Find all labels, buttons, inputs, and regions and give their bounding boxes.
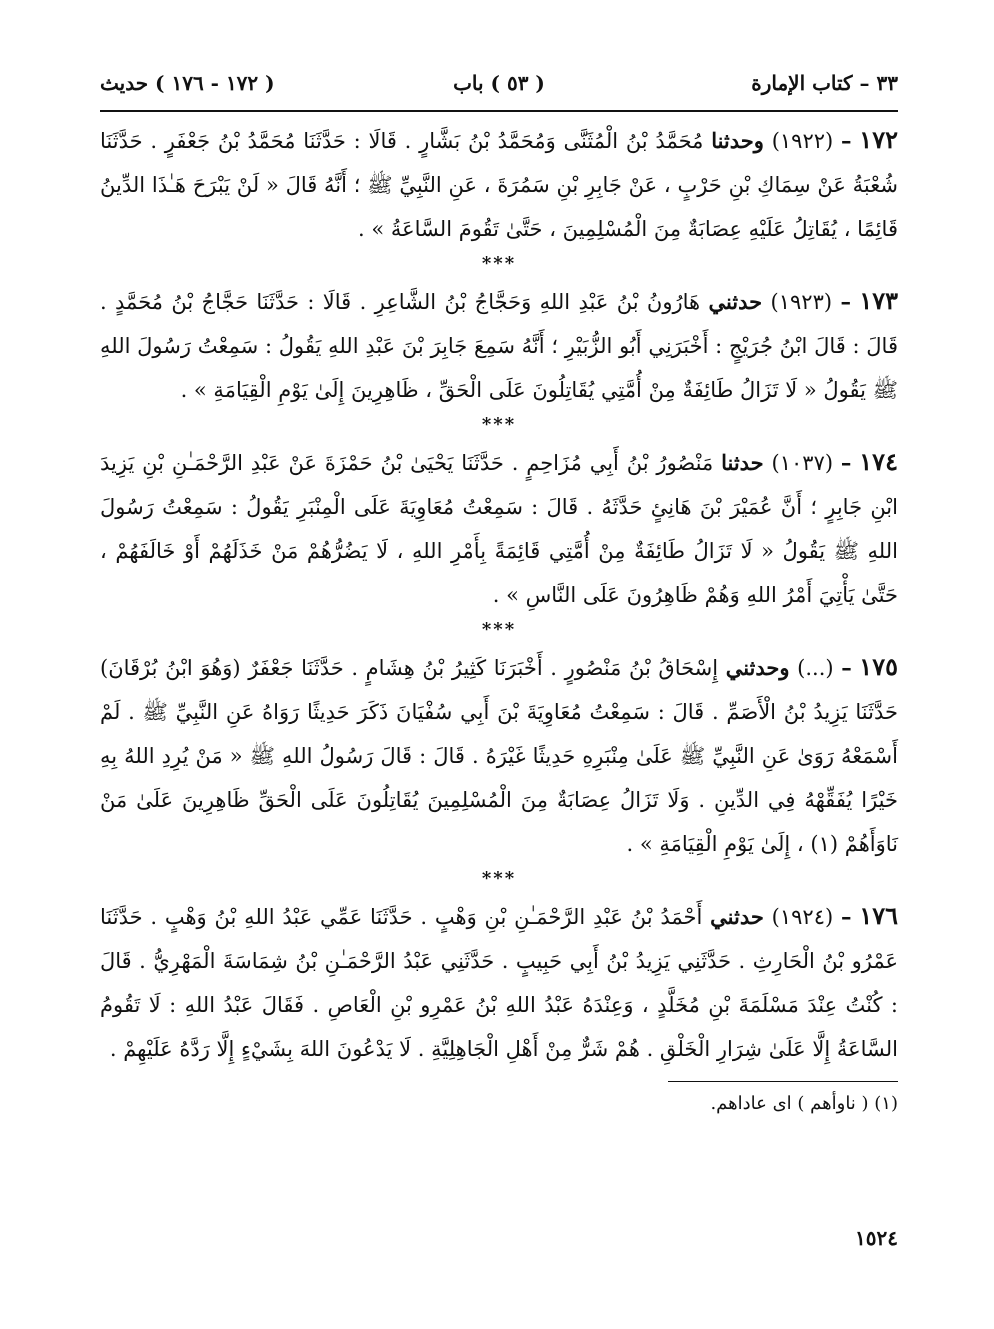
footnote-rule xyxy=(668,1081,898,1082)
hadith-172 xyxy=(100,118,898,251)
hadith-text: هَارُونُ بْنُ عَبْدِ اللهِ وَحَجَّاجُ بْنُ الشَّاعِرِ . قَالَا : حَدَّثَنَا حَجَّاجُ بْنُ مُحَمَّدٍ . قَالَ : قَالَ ابْنُ جُرَيْجٍ : أَخْبَرَنِي أَبُو الزُّبَيْرِ ؛ أَنَّهُ سَمِعَ جَابِرَ بْنَ عَبْدِ اللهِ يَقُولُ : سَمِعْتُ رَسُولَ اللهِ ﷺ يَقُولُ « لَا تَزَالُ طَائِفَةٌ مِنْ أُمَّتِي يُقَاتِلُونَ عَلَى الْحَقِّ ، ظَاهِرِينَ إِلَىٰ يَوْمِ الْقِيَامَةِ » . xyxy=(100,290,898,402)
dash: – xyxy=(841,655,852,680)
page-number: ١٥٢٤ xyxy=(855,1226,898,1250)
hadith-range: ( ١٧٢ - ١٧٦ ) حديث xyxy=(100,71,275,95)
separator-stars: *** xyxy=(481,619,517,640)
hadith-reference: (١٩٢٢) xyxy=(771,129,834,153)
hadith-reference: (...) xyxy=(797,656,834,680)
separator-stars: *** xyxy=(481,868,517,889)
hadith-reference: (١٩٢٤) xyxy=(771,905,834,929)
hadith-text: مَنْصُورُ بْنُ أَبِي مُزَاحِمٍ . حَدَّثَنَا يَحْيَىٰ بْنُ حَمْزَةَ عَنْ عَبْدِ الرَّحْمَـٰنِ بْنِ يَزِيدَ ابْنِ جَابِرٍ ؛ أَنَّ عُمَيْرَ بْنَ هَانِئٍ حَدَّثَهُ . قَالَ : سَمِعْتُ مُعَاوِيَةَ عَلَى الْمِنْبَرِ يَقُولُ : سَمِعْتُ رَسُولَ اللهِ ﷺ يَقُولُ « لَا تَزَالُ طَائِفَةٌ مِنْ أُمَّتِي قَائِمَةً بِأَمْرِ اللهِ ، لَا يَضُرُّهُمْ مَنْ خَذَلَهُمْ أَوْ خَالَفَهُمْ ، حَتَّىٰ يَأْتِيَ أَمْرُ اللهِ وَهُمْ ظَاهِرُونَ عَلَى النَّاسِ » . xyxy=(100,451,898,607)
header-rule xyxy=(100,110,898,112)
separator-stars: *** xyxy=(481,253,517,274)
hadith-175 xyxy=(100,645,898,866)
dash: – xyxy=(841,128,852,153)
hadith-174 xyxy=(100,440,898,617)
hadith-text: مُحَمَّدُ بْنُ الْمُثَنَّى وَمُحَمَّدُ بْنُ بَشَّارٍ . قَالَا : حَدَّثَنَا مُحَمَّدُ بْنُ جَعْفَرٍ . حَدَّثَنَا شُعْبَةُ عَنْ سِمَاكِ بْنِ حَرْبٍ ، عَنْ جَابِرِ بْنِ سَمُرَةَ ، عَنِ النَّبِيِّ ﷺ ؛ أَنَّهُ قَالَ « لَنْ يَبْرَحَ هَـٰذَا الدِّينُ قَائِمًا ، يُقَاتِلُ عَلَيْهِ عِصَابَةٌ مِنَ الْمُسْلِمِينَ ، حَتَّىٰ تَقُومَ السَّاعَةُ » . xyxy=(100,129,898,241)
hadith-number: ١٧٣ xyxy=(859,286,898,315)
hadith-176 xyxy=(100,894,898,1071)
chain-opener: وحدثني xyxy=(725,655,790,680)
chain-opener: وحدثنا xyxy=(711,128,764,153)
chain-opener: حدثني xyxy=(710,904,764,929)
running-head xyxy=(100,62,898,104)
hadith-number: ١٧٦ xyxy=(859,901,898,930)
footnote: (١) ( ناوأهم ) اى عاداهم. xyxy=(710,1093,898,1114)
hadith-text: أَحْمَدُ بْنُ عَبْدِ الرَّحْمَـٰنِ بْنِ وَهْبٍ . حَدَّثَنَا عَمِّي عَبْدُ اللهِ بْنُ وَهْبٍ . حَدَّثَنَا عَمْرُو بْنُ الْحَارِثِ . حَدَّثَنِي يَزِيدُ بْنُ أَبِي حَبِيبٍ . حَدَّثَنِي عَبْدُ الرَّحْمَـٰنِ بْنُ شِمَاسَةَ الْمَهْرِيُّ . قَالَ : كُنْتُ عِنْدَ مَسْلَمَةَ بْنِ مُخَلَّدٍ ، وَعِنْدَهُ عَبْدُ اللهِ بْنُ عَمْرِو بْنِ الْعَاصِ . فَقَالَ عَبْدُ اللهِ : لَا تَقُومُ السَّاعَةُ إِلَّا عَلَىٰ شِرَارِ الْخَلْقِ . هُمْ شَرٌّ مِنْ أَهْلِ الْجَاهِلِيَّةِ . لَا يَدْعُونَ اللهَ بِشَيْءٍ إِلَّا رَدَّهُ عَلَيْهِمْ . xyxy=(100,905,898,1061)
book-page xyxy=(100,62,898,1292)
hadith-number: ١٧٤ xyxy=(859,447,898,476)
dash: – xyxy=(840,289,851,314)
separator-stars: *** xyxy=(481,414,517,435)
hadith-text: إِسْحَاقُ بْنُ مَنْصُورٍ . أَخْبَرَنَا كَثِيرُ بْنُ هِشَامٍ . حَدَّثَنَا جَعْفَرٌ (وَهُوَ ابْنُ بُرْقَانَ) حَدَّثَنَا يَزِيدُ بْنُ الْأَصَمِّ . قَالَ : سَمِعْتُ مُعَاوِيَةَ بْنَ أَبِي سُفْيَانَ ذَكَرَ حَدِيثًا رَوَاهُ عَنِ النَّبِيِّ ﷺ . لَمْ أَسْمَعْهُ رَوَىٰ عَنِ النَّبِيِّ ﷺ عَلَىٰ مِنْبَرِهِ حَدِيثًا غَيْرَهُ . قَالَ : قَالَ رَسُولُ اللهِ ﷺ « مَنْ يُرِدِ اللهُ بِهِ خَيْرًا يُفَقِّهْهُ فِي الدِّينِ . وَلَا تَزَالُ عِصَابَةٌ مِنَ الْمُسْلِمِينَ يُقَاتِلُونَ عَلَى الْحَقِّ ظَاهِرِينَ عَلَىٰ مَنْ نَاوَأَهُمْ (١) ، إِلَىٰ يَوْمِ الْقِيَامَةِ » . xyxy=(100,656,898,856)
hadith-number: ١٧٢ xyxy=(859,125,898,154)
dash: – xyxy=(841,904,852,929)
hadith-number: ١٧٥ xyxy=(859,652,898,681)
dash: – xyxy=(840,450,852,475)
book-title: ٣٣ – كتاب الإمارة xyxy=(751,71,898,95)
chapter-label: ( ٥٣ ) باب xyxy=(453,71,545,95)
chain-opener: حدثنا xyxy=(721,450,764,475)
hadith-reference: (١٩٢٣) xyxy=(770,290,833,314)
chain-opener: حدثني xyxy=(708,289,763,314)
hadith-173 xyxy=(100,279,898,412)
hadith-reference: (١٠٣٧) xyxy=(771,451,834,475)
